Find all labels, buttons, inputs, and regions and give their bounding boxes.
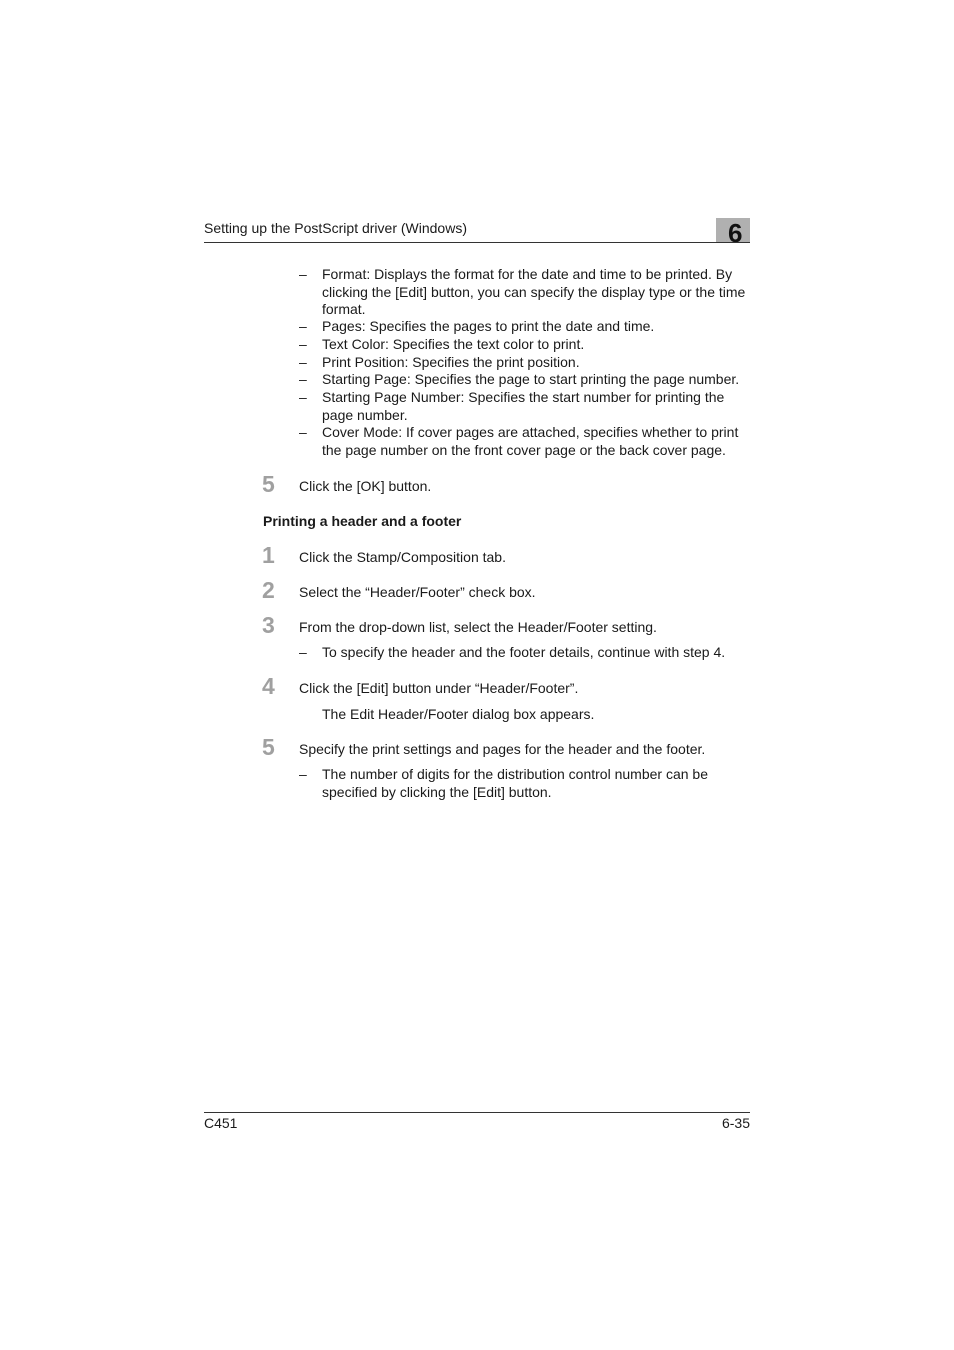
step-text: From the drop-down list, select the Header/Footer setting. (299, 619, 657, 635)
list-item-text: Format: Displays the format for the date and time to be printed. By clicking the [Edit] button, you can specify the display type or the time format. (322, 266, 746, 318)
list-item-text: Starting Page Number: Specifies the start number for printing the page number. (322, 389, 725, 423)
step-number: 5 (262, 734, 275, 760)
list-item-text: Print Position: Specifies the print position. (322, 354, 580, 370)
dash-marker: – (299, 644, 307, 660)
list-item-text: Pages: Specifies the pages to print the date and time. (322, 318, 655, 334)
header-rule (204, 242, 750, 243)
dash-marker: – (299, 318, 307, 334)
dash-marker: – (299, 766, 307, 782)
chapter-number: 6 (728, 218, 743, 248)
dash-marker: – (299, 371, 307, 387)
step-number: 3 (262, 612, 275, 638)
section-heading: Printing a header and a footer (263, 513, 462, 529)
footer-rule (204, 1112, 750, 1113)
dash-marker: – (299, 354, 307, 370)
step-number: 5 (262, 471, 275, 497)
step-number: 4 (262, 673, 275, 699)
list-item-text: Cover Mode: If cover pages are attached, specifies whether to print the page number on the front cover page or the back cover page. (322, 424, 739, 458)
step-text: Specify the print settings and pages for the header and the footer. (299, 741, 706, 757)
step-text: Select the “Header/Footer” check box. (299, 584, 536, 600)
step-text: Click the Stamp/Composition tab. (299, 549, 506, 565)
dash-marker: – (299, 424, 307, 440)
running-header-title: Setting up the PostScript driver (Windows) (204, 220, 467, 236)
step-number: 2 (262, 577, 275, 603)
dash-marker: – (299, 336, 307, 352)
list-item-text: To specify the header and the footer details, continue with step 4. (322, 644, 726, 660)
step-text: Click the [Edit] button under “Header/Footer”. (299, 680, 579, 696)
list-item-text: The number of digits for the distribution control number can be specified by clicking the [Edit] button. (322, 766, 708, 800)
step-note: The Edit Header/Footer dialog box appears. (322, 706, 595, 722)
footer-page-number: 6-35 (721, 1115, 750, 1131)
step-text: Click the [OK] button. (299, 478, 432, 494)
step-number: 1 (262, 542, 275, 568)
dash-marker: – (299, 389, 307, 405)
list-item-text: Text Color: Specifies the text color to print. (322, 336, 585, 352)
list-item-text: Starting Page: Specifies the page to start printing the page number. (322, 371, 740, 387)
footer-model: C451 (204, 1115, 238, 1131)
dash-marker: – (299, 266, 307, 282)
